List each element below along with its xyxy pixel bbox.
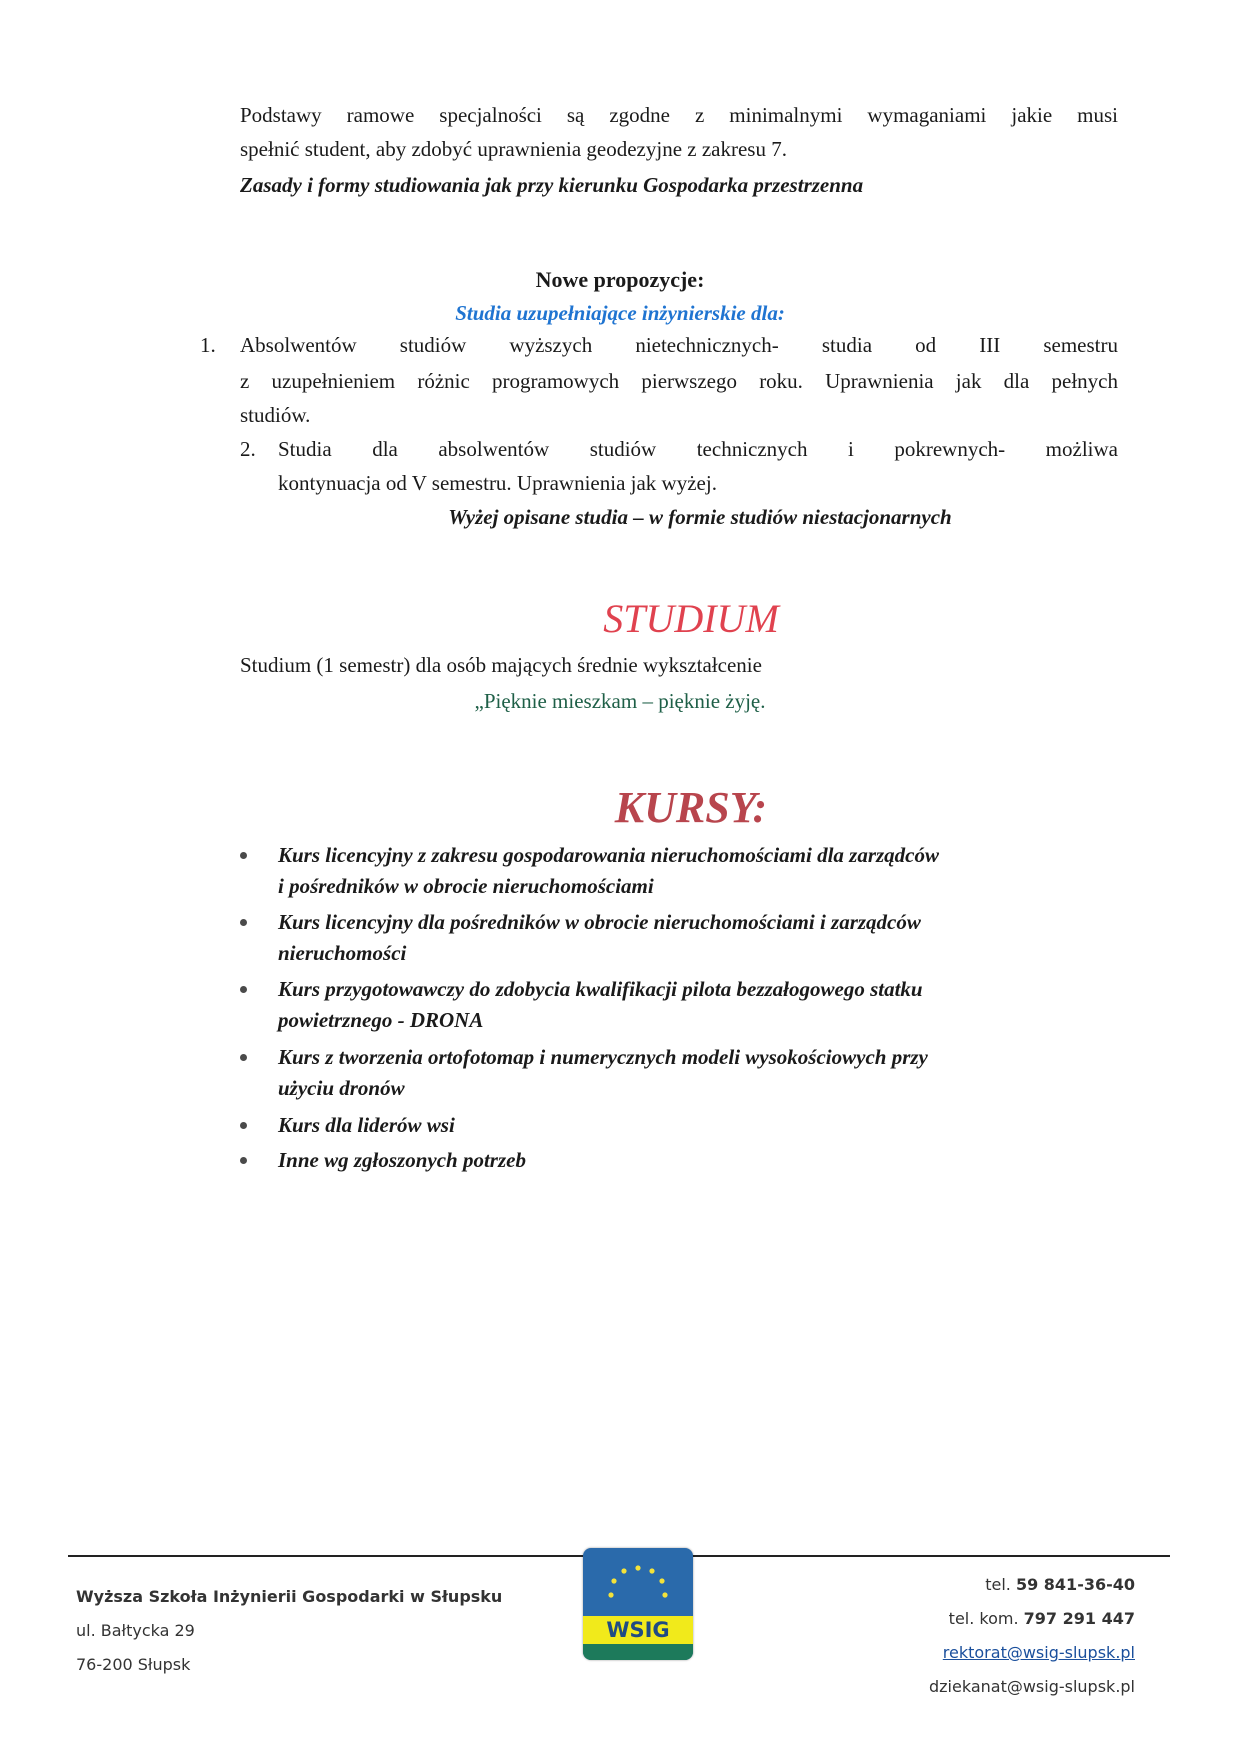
phone-number: 59 841-36-40 [1015,1575,1135,1594]
phone-label: tel. [985,1575,1011,1594]
course-item-line-1: Inne wg zgłoszonych potrzeb [278,1148,526,1172]
course-item [278,1145,1128,1176]
course-item [278,907,1128,969]
intro-paragraph-line-1: Podstawy ramowe specjalności są zgodne z minimalnymi wymaganiami jakie musi [240,103,1118,127]
eu-stars-icon [583,1548,693,1618]
rector-email-link[interactable]: rektorat@wsig-slupsk.pl [942,1643,1135,1662]
mobile-label: tel. kom. [948,1609,1019,1628]
course-item-line-1: Kurs dla liderów wsi [278,1113,455,1137]
list-item-1-line-1: Absolwentów studiów wyższych nietechnicznych- studia od III semestru [240,333,1118,357]
wsig-logo [583,1548,693,1660]
footer-address [76,1580,502,1682]
bullet-icon [240,1054,247,1061]
studies-form-note: Wyżej opisane studia – w formie studiów niestacjonarnych [448,505,952,529]
bullet-icon [240,986,247,993]
list-item-1-line-2: z uzupełnieniem różnic programowych pierwszego roku. Uprawnienia jak dla pełnych [240,369,1118,393]
bullet-icon [240,1122,247,1129]
bullet-icon [240,919,247,926]
course-item-line-1: Kurs z tworzenia ortofotomap i numerycznych modeli wysokościowych przy [278,1045,928,1069]
intro-paragraph-line-2: spełnić student, aby zdobyć uprawnienia geodezyjne z zakresu 7. [240,137,787,161]
footer-contact [929,1568,1135,1704]
course-item-line-2: i pośredników w obrocie nieruchomościami [278,874,654,898]
course-item-line-2: użyciu dronów [278,1076,405,1100]
course-item [278,1110,1128,1141]
studium-description: Studium (1 semestr) dla osób mających średnie wykształcenie [240,653,762,677]
city-address: 76-200 Słupsk [76,1655,191,1674]
mobile-number: 797 291 447 [1023,1609,1135,1628]
list-item-1-line-3: studiów. [240,403,311,427]
list-item-2-line-1: Studia dla absolwentów studiów technicznych i pokrewnych- możliwa [278,437,1118,461]
course-item-line-2: nieruchomości [278,941,407,965]
list-item-2-line-2: kontynuacja od V semestru. Uprawnienia jak wyżej. [278,471,717,495]
bullet-icon [240,852,247,859]
phone [929,1568,1135,1602]
logo-green-band [583,1644,693,1660]
course-item-line-1: Kurs licencyjny z zakresu gospodarowania nieruchomościami dla zarządców [278,843,939,867]
studium-quote: „Pięknie mieszkam – pięknie żyję. [474,689,766,713]
list-number-2: 2. [240,437,256,461]
course-item [278,1042,1128,1104]
list-number-1: 1. [200,333,216,357]
course-item-line-1: Kurs licencyjny dla pośredników w obrocie nieruchomościami i zarządców [278,910,921,934]
course-item [278,840,1128,902]
dean-email: dziekanat@wsig-slupsk.pl [928,1677,1135,1696]
mobile-phone [929,1602,1135,1636]
supplementary-studies-heading: Studia uzupełniające inżynierskie dla: [455,301,785,325]
new-proposals-heading: Nowe propozycje: [535,267,705,292]
courses-heading: KURSY: [614,783,768,832]
course-item-line-2: powietrznego - DRONA [278,1008,484,1032]
bullet-icon [240,1157,247,1164]
institution-name: Wyższa Szkoła Inżynierii Gospodarki w Słupsku [76,1587,503,1606]
street-address: ul. Bałtycka 29 [76,1621,195,1640]
course-item [278,974,1128,1036]
studium-heading: STUDIUM [603,596,779,641]
course-item-line-1: Kurs przygotowawczy do zdobycia kwalifikacji pilota bezzałogowego statku [278,977,923,1001]
logo-text: WSIG [583,1616,693,1644]
intro-emphasis: Zasady i formy studiowania jak przy kierunku Gospodarka przestrzenna [240,173,864,197]
